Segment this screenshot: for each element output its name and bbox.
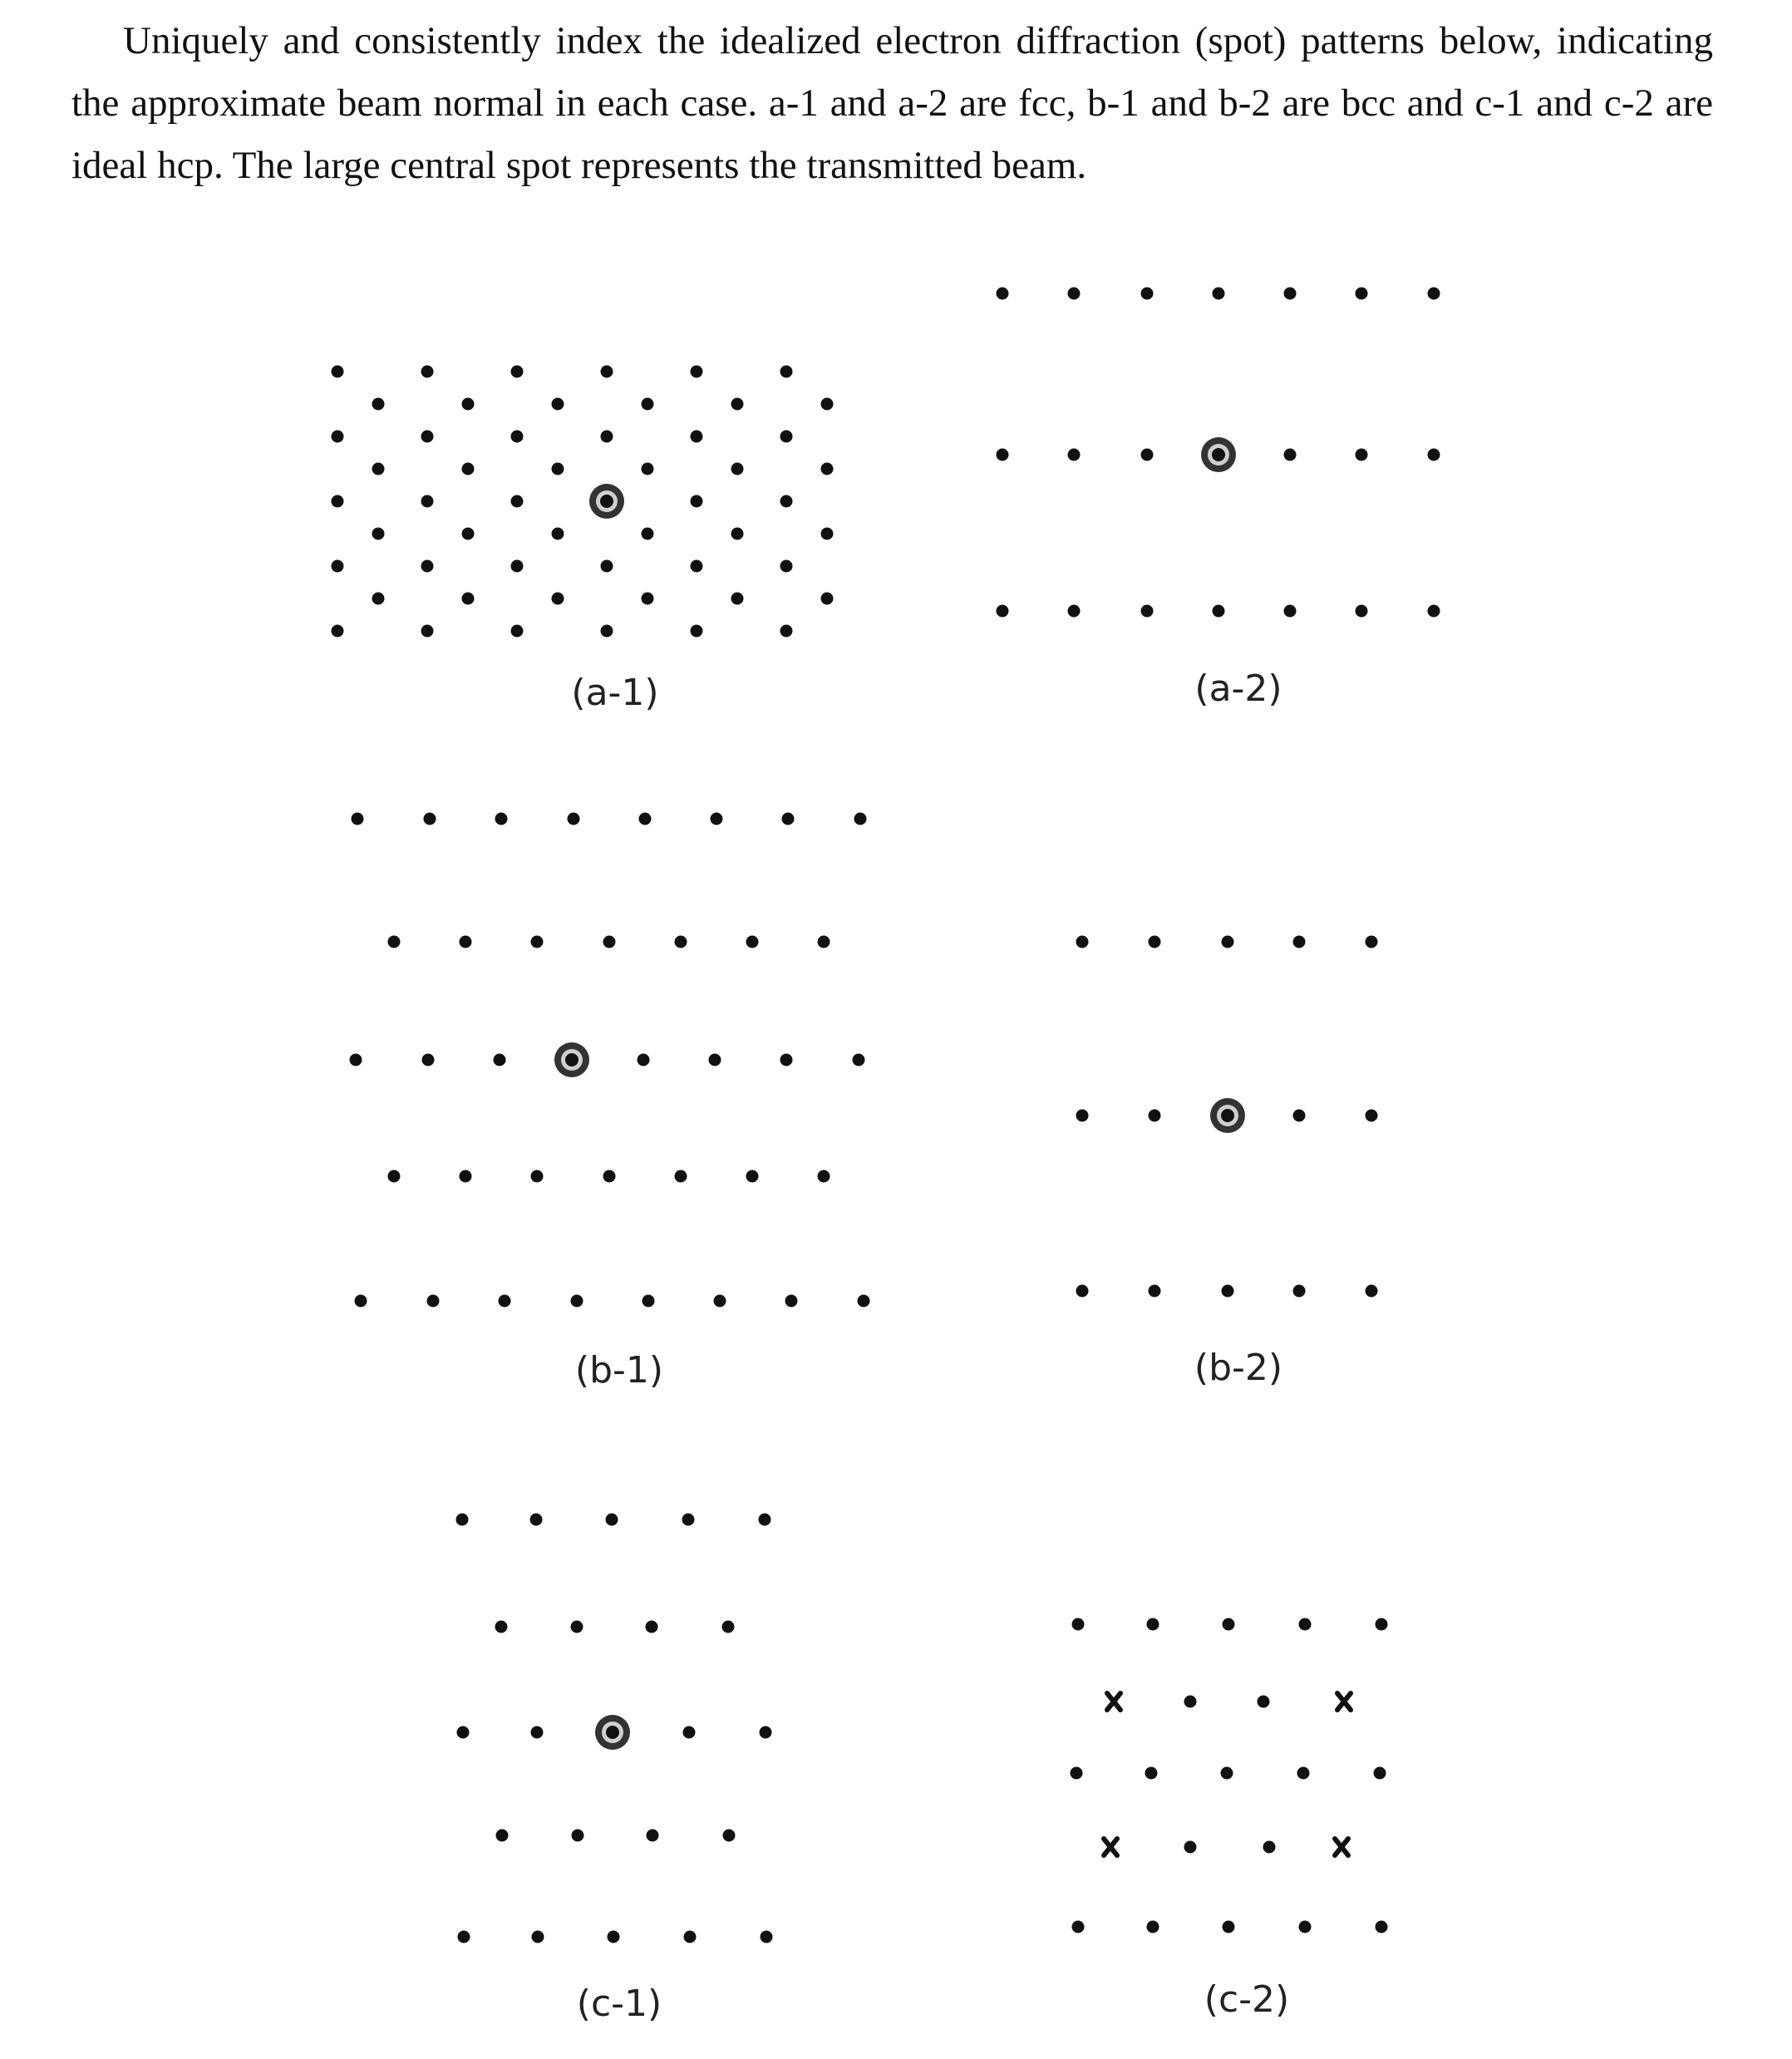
- diffraction-spot: [571, 1621, 583, 1633]
- diffraction-spot: [1428, 288, 1440, 300]
- diffraction-spot: [511, 495, 524, 508]
- diffraction-spot: [1376, 1921, 1388, 1933]
- transmitted-beam-spot: [589, 484, 624, 519]
- diffraction-spot: [638, 1054, 650, 1066]
- diffraction-spot: [1068, 605, 1081, 618]
- diffraction-spot: [759, 1514, 771, 1526]
- diffraction-spot: [1222, 936, 1234, 948]
- diffraction-spot: [760, 1727, 772, 1739]
- diffraction-spot: [818, 936, 830, 948]
- diffraction-spot: [997, 449, 1009, 461]
- diffraction-spot: [731, 463, 744, 475]
- diffraction-spot: [746, 1170, 759, 1183]
- diffraction-spot: [714, 1295, 726, 1308]
- transmitted-beam-spot: [595, 1715, 630, 1750]
- diffraction-spot: [683, 1727, 696, 1739]
- diffraction-spot: [332, 366, 344, 378]
- diffraction-spot: [460, 1170, 472, 1183]
- diffraction-spot: [421, 366, 434, 378]
- diffraction-spot: [1366, 1110, 1378, 1122]
- diffraction-spot: [1184, 1841, 1197, 1854]
- pattern-c-1: [456, 1514, 773, 1943]
- diffraction-spot: [552, 528, 564, 540]
- diffraction-spot: [552, 593, 564, 605]
- diffraction-spot: [424, 813, 436, 825]
- pattern-a-2: [997, 288, 1440, 618]
- diffraction-spot: [785, 1295, 798, 1308]
- diffraction-spot: [1076, 936, 1089, 948]
- diffraction-spot: [511, 625, 524, 638]
- diffraction-spot: [821, 528, 834, 540]
- diffraction-spot: [1376, 1618, 1388, 1631]
- diffraction-spot: [1147, 1921, 1159, 1933]
- forbidden-reflection-x-mark: [1335, 1839, 1348, 1855]
- diffraction-spot: [684, 1931, 697, 1943]
- diffraction-spot: [1428, 449, 1440, 461]
- diffraction-spot: [427, 1295, 440, 1308]
- diffraction-spot: [350, 1054, 362, 1066]
- diffraction-spot: [780, 625, 793, 638]
- diffraction-spot: [1184, 1696, 1197, 1708]
- diffraction-spot: [1213, 605, 1225, 618]
- diffraction-spot: [372, 398, 385, 411]
- diffraction-spot: [457, 1727, 470, 1739]
- diffraction-spot: [568, 813, 580, 825]
- diffraction-spot: [530, 1514, 543, 1526]
- diffraction-spot: [818, 1170, 830, 1183]
- diffraction-spot: [1213, 288, 1225, 300]
- diffraction-spot: [601, 560, 613, 573]
- diffraction-spot: [372, 593, 385, 605]
- diffraction-spot: [388, 1170, 401, 1183]
- diffraction-spot: [1284, 288, 1297, 300]
- diffraction-spot: [601, 431, 613, 443]
- diffraction-spot: [1366, 936, 1378, 948]
- diffraction-spot: [675, 1170, 687, 1183]
- pattern-label-c-2: (c-2): [1204, 1978, 1290, 2021]
- diffraction-spot: [1284, 449, 1297, 461]
- diffraction-spot: [1149, 1285, 1161, 1298]
- diffraction-spot: [642, 463, 654, 475]
- diffraction-spot: [731, 398, 744, 411]
- transmitted-beam-spot: [554, 1042, 589, 1077]
- diffraction-spot: [853, 1054, 865, 1066]
- diffraction-spot: [1145, 1767, 1158, 1780]
- diffraction-spot: [1356, 605, 1368, 618]
- diffraction-spot: [462, 398, 475, 411]
- diffraction-spot: [495, 1621, 508, 1633]
- diffraction-spot: [603, 936, 616, 948]
- diffraction-spot: [639, 813, 652, 825]
- diffraction-spot: [780, 495, 793, 508]
- pattern-c-2: [1071, 1618, 1388, 1933]
- diffraction-spot: [462, 463, 475, 475]
- diffraction-spot: [552, 398, 564, 411]
- problem-statement: Uniquely and consistently index the idealized electron diffraction (spot) patterns below, indicating the approximate beam normal in each case. a-1 and a-2 are fcc, b-1 and b-2 are bcc and c-1 and c-2 are ideal hcp. The large central spot represents the transmitted beam.: [71, 19, 1713, 187]
- diffraction-spot: [332, 431, 344, 443]
- diffraction-spot: [421, 560, 434, 573]
- diffraction-spot: [854, 813, 867, 825]
- forbidden-reflection-x-mark: [1107, 1693, 1120, 1710]
- diffraction-spot: [332, 560, 344, 573]
- diffraction-spot: [1293, 1285, 1306, 1298]
- diffraction-spot: [572, 1830, 584, 1842]
- diffraction-spot: [1141, 605, 1154, 618]
- diffraction-spot: [821, 398, 834, 411]
- diffraction-spot: [608, 1931, 620, 1943]
- diffraction-spot: [711, 813, 723, 825]
- diffraction-spot: [458, 1931, 470, 1943]
- diffraction-spot: [511, 560, 524, 573]
- diffraction-spot: [1366, 1285, 1378, 1298]
- diffraction-spot: [496, 1830, 509, 1842]
- pattern-b-2: [1076, 936, 1378, 1298]
- diffraction-spot: [603, 1170, 616, 1183]
- diffraction-spot: [642, 398, 654, 411]
- diffraction-spot: [460, 936, 472, 948]
- diffraction-spot: [355, 1295, 367, 1308]
- diffraction-spot: [780, 1054, 793, 1066]
- diffraction-spot: [1223, 1921, 1235, 1933]
- diffraction-spot: [372, 528, 385, 540]
- diffraction-spot: [1221, 1767, 1233, 1780]
- diffraction-spot: [499, 1295, 511, 1308]
- diffraction-spot: [821, 463, 834, 475]
- forbidden-reflection-x-mark: [1337, 1693, 1351, 1710]
- diffraction-spot: [731, 528, 744, 540]
- diffraction-spot: [858, 1295, 870, 1308]
- diffraction-spot: [372, 463, 385, 475]
- diffraction-spot: [647, 1830, 659, 1842]
- diffraction-spot: [332, 495, 344, 508]
- diffraction-spot: [421, 495, 434, 508]
- pattern-label-a-2: (a-2): [1194, 667, 1282, 710]
- diffraction-spot: [495, 813, 508, 825]
- pattern-label-c-1: (c-1): [576, 1983, 662, 2025]
- diffraction-spot: [332, 625, 344, 638]
- pattern-label-b-1: (b-1): [574, 1349, 664, 1392]
- diffraction-spot: [1149, 1110, 1161, 1122]
- diffraction-spot: [494, 1054, 506, 1066]
- diffraction-spot: [691, 560, 703, 573]
- diffraction-spot: [761, 1931, 773, 1943]
- diffraction-spot: [731, 593, 744, 605]
- diffraction-spot: [1293, 1110, 1306, 1122]
- diffraction-spot: [1149, 936, 1161, 948]
- pattern-label-a-1: (a-1): [571, 672, 659, 714]
- transmitted-beam-spot: [1201, 437, 1236, 472]
- diffraction-spot: [421, 625, 434, 638]
- pattern-a-1: [332, 366, 834, 638]
- diffraction-spot: [1147, 1618, 1159, 1631]
- diffraction-spot: [1297, 1767, 1310, 1780]
- diffraction-spot: [421, 431, 434, 443]
- diffraction-spot: [571, 1295, 583, 1308]
- diffraction-spot: [642, 528, 654, 540]
- diffraction-spot: [1223, 1618, 1235, 1631]
- diffraction-spot: [352, 813, 364, 825]
- diffraction-spot: [422, 1054, 435, 1066]
- diffraction-spot: [1293, 936, 1306, 948]
- diffraction-spot: [601, 625, 613, 638]
- diffraction-spot: [1071, 1767, 1083, 1780]
- pattern-b-1: [350, 813, 870, 1308]
- diffraction-spot: [1258, 1696, 1270, 1708]
- pattern-label-b-2: (b-2): [1194, 1347, 1283, 1389]
- diffraction-spot: [1374, 1767, 1386, 1780]
- diffraction-spot: [1222, 1285, 1234, 1298]
- diffraction-spot: [462, 528, 475, 540]
- diffraction-spot: [1141, 288, 1154, 300]
- diffraction-spot: [821, 593, 834, 605]
- diffraction-spot: [1356, 288, 1368, 300]
- diffraction-spot: [646, 1621, 658, 1633]
- diffraction-spot: [1076, 1110, 1089, 1122]
- diffraction-spot: [1068, 449, 1081, 461]
- diffraction-spot: [780, 366, 793, 378]
- diffraction-spot: [723, 1830, 736, 1842]
- diffraction-spot: [511, 431, 524, 443]
- diffraction-spot: [531, 1170, 544, 1183]
- diffraction-spot: [1076, 1285, 1089, 1298]
- diffraction-spot: [606, 1514, 618, 1526]
- diffraction-spot: [1299, 1618, 1312, 1631]
- diffraction-spot: [709, 1054, 721, 1066]
- diffraction-spot: [1299, 1921, 1312, 1933]
- diffraction-spot: [1141, 449, 1154, 461]
- diffraction-spot: [782, 813, 795, 825]
- diffraction-spot: [691, 366, 703, 378]
- diffraction-spot: [601, 366, 613, 378]
- diffraction-spot: [691, 495, 703, 508]
- diffraction-spot: [1428, 605, 1440, 618]
- diffraction-spot: [1263, 1841, 1276, 1854]
- diffraction-spot: [511, 366, 524, 378]
- diffraction-spot: [456, 1514, 469, 1526]
- diffraction-spot: [552, 463, 564, 475]
- diffraction-spot: [722, 1621, 735, 1633]
- diffraction-spot: [532, 1931, 544, 1943]
- diffraction-spot: [780, 560, 793, 573]
- diffraction-spot: [1072, 1618, 1085, 1631]
- diffraction-spot: [531, 936, 544, 948]
- diffraction-spot: [388, 936, 401, 948]
- diffraction-spot: [780, 431, 793, 443]
- diffraction-spot: [642, 593, 654, 605]
- transmitted-beam-spot: [1210, 1098, 1245, 1133]
- diffraction-spot: [1072, 1921, 1085, 1933]
- diffraction-spot: [1284, 605, 1297, 618]
- diffraction-spot: [691, 431, 703, 443]
- diffraction-spot: [746, 936, 759, 948]
- diffraction-spot: [997, 605, 1009, 618]
- forbidden-reflection-x-mark: [1104, 1839, 1117, 1855]
- diffraction-spot: [675, 936, 687, 948]
- diffraction-spot: [691, 625, 703, 638]
- diffraction-spot: [997, 288, 1009, 300]
- diffraction-spot: [642, 1295, 655, 1308]
- diffraction-spot: [1356, 449, 1368, 461]
- diffraction-spot: [1068, 288, 1081, 300]
- diffraction-spot: [462, 593, 475, 605]
- diffraction-spot: [531, 1727, 544, 1739]
- diffraction-spot: [682, 1514, 695, 1526]
